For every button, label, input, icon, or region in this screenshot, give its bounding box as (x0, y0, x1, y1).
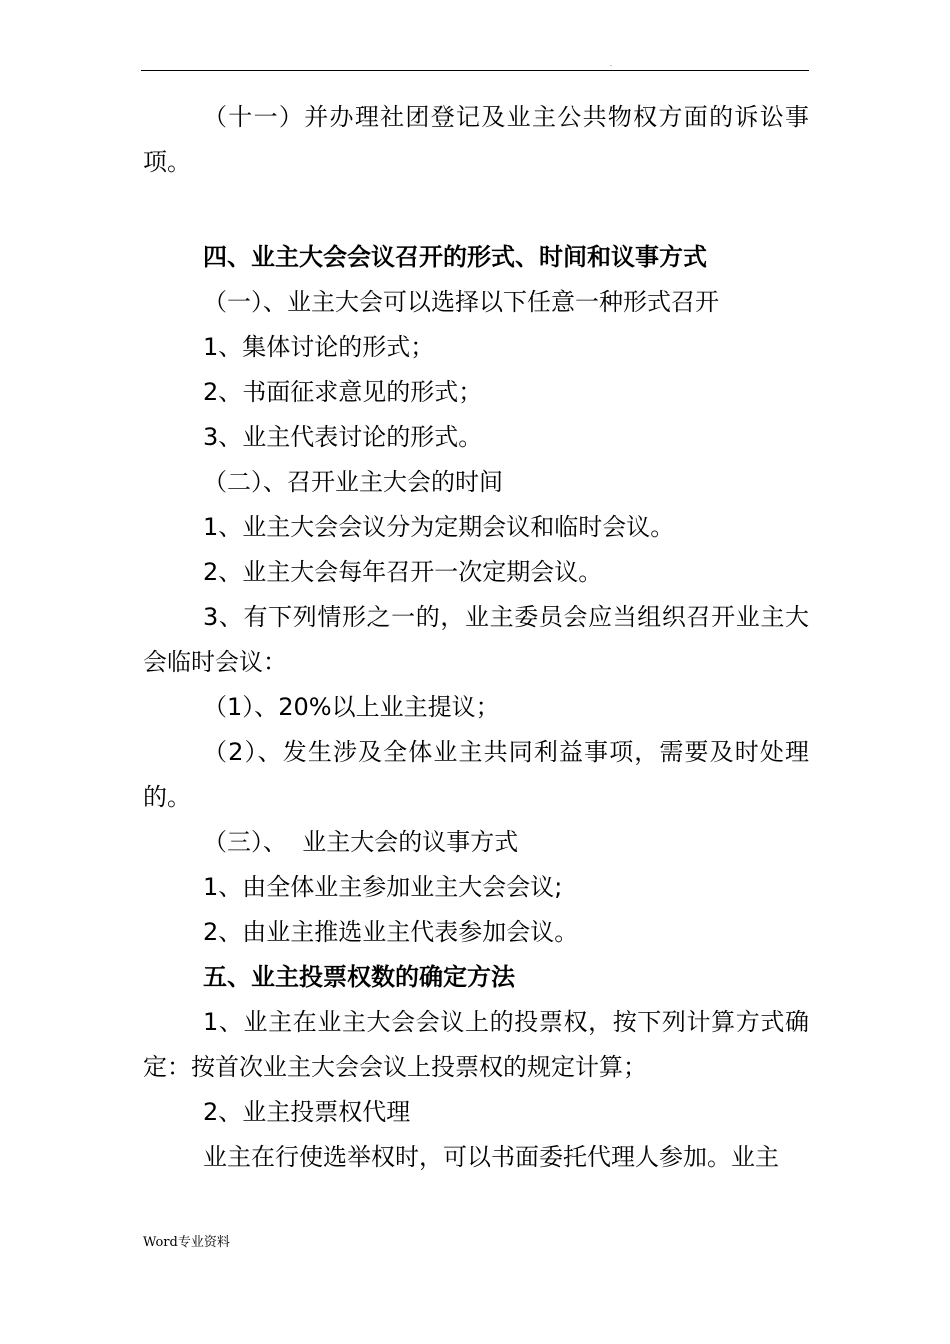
sub-list-item: （1）、20%以上业主提议； (203, 693, 500, 721)
paragraph-text: 业主在行使选举权时，可以书面委托代理人参加。业主 (203, 1143, 779, 1171)
list-item: 3、有下列情形之一的，业主委员会应当组织召开业主大会临时会议： (143, 603, 809, 676)
list-item: 1、由全体业主参加业主大会会议; (203, 873, 563, 901)
subsection-heading: （一）、业主大会可以选择以下任意一种形式召开 (203, 288, 719, 316)
section-heading-5: 五、业主投票权数的确定方法 (203, 963, 515, 991)
header-mark: . (610, 61, 612, 68)
sub-list-item: （2）、发生涉及全体业主共同利益事项，需要及时处理的。 (143, 738, 809, 811)
list-item: 2、由业主推选业主代表参加会议。 (203, 918, 579, 946)
footer-label: Word专业资料 (143, 1235, 230, 1250)
list-item: 2、业主投票权代理 (203, 1098, 411, 1126)
paragraph-item-11: （十一）并办理社团登记及业主公共物权方面的诉讼事项。 (143, 103, 809, 176)
list-item: 1、业主大会会议分为定期会议和临时会议。 (203, 513, 675, 541)
section-heading-4: 四、业主大会会议召开的形式、时间和议事方式 (203, 243, 707, 271)
subsection-heading: （二）、召开业主大会的时间 (203, 468, 503, 496)
list-item: 2、书面征求意见的形式； (203, 378, 483, 406)
list-item: 3、业主代表讨论的形式。 (203, 423, 483, 451)
subsection-heading: （三）、 业主大会的议事方式 (203, 828, 519, 856)
document-body (143, 95, 809, 1180)
header-rule (141, 70, 809, 71)
paragraph-spacer (143, 185, 809, 235)
list-item: 1、业主在业主大会会议上的投票权，按下列计算方式确定：按首次业主大会会议上投票权的规定计算； (143, 1008, 809, 1081)
list-item: 1、集体讨论的形式； (203, 333, 435, 361)
list-item: 2、业主大会每年召开一次定期会议。 (203, 558, 603, 586)
